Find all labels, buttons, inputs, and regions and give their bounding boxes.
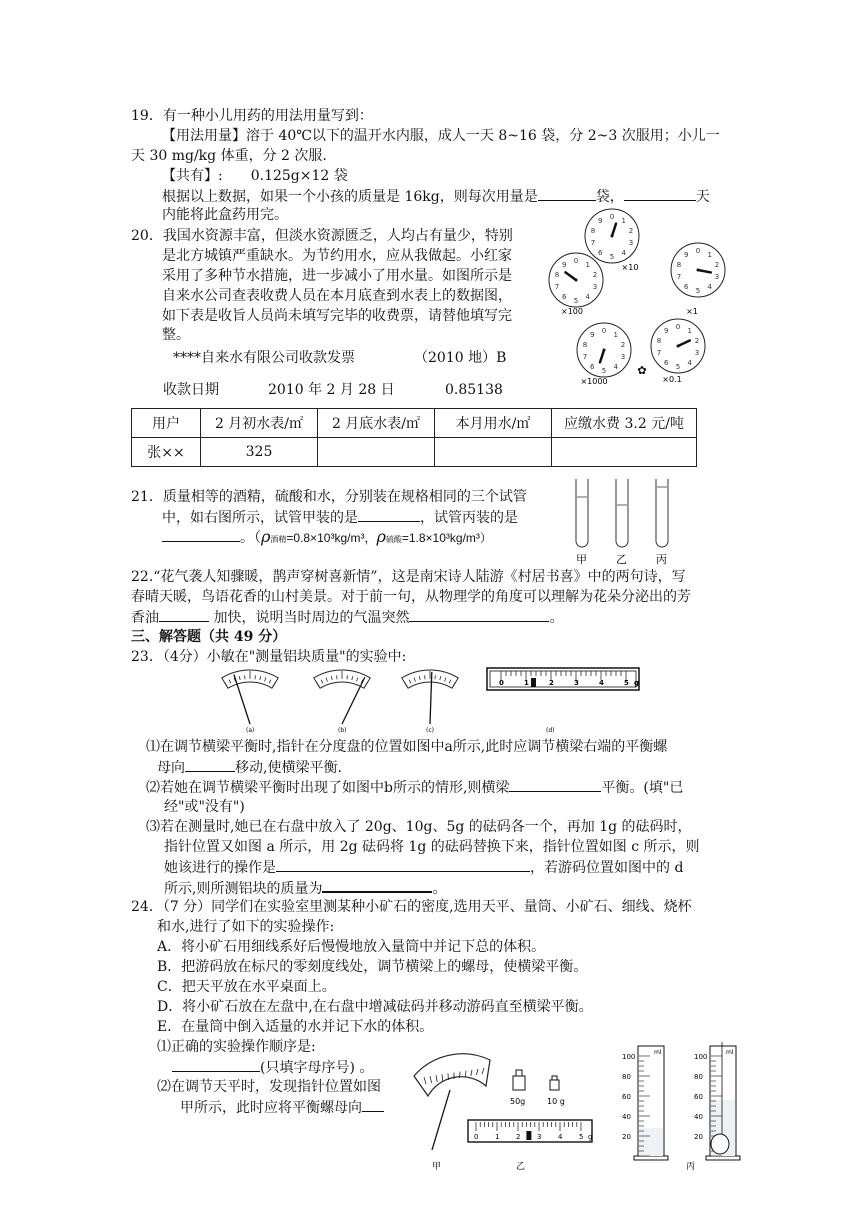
q22-answer-blank-1[interactable] (159, 607, 209, 622)
invoice-date-label: 收款日期 (163, 382, 219, 398)
balance-dial-label: (c) (426, 727, 434, 734)
meter-dial-digit: 4 (621, 249, 626, 258)
meter-dial-digit: 6 (684, 283, 689, 292)
q24-text: 甲所示，此时应将平衡螺母向 (180, 1100, 362, 1116)
rider-ruler-number: 0 (499, 679, 504, 687)
rho-acid-value: =1.8×10³kg/m³） (401, 531, 492, 545)
table-cell-start-reading: 325 (201, 438, 318, 467)
q23-part1-line1: ⑴在调节横梁平衡时,指针在分度盘的位置如图中a所示,此时应调节横梁右端的平衡螺 (146, 739, 668, 755)
meter-dial-digit: 1 (621, 216, 626, 225)
q21-answer-blank-1[interactable] (358, 507, 420, 522)
tube-label-bing: 丙 (656, 553, 667, 566)
q22-text: 香油 (131, 610, 159, 626)
tube-yi (616, 479, 628, 547)
cylinder-tick-label: 20 (622, 1133, 631, 1141)
q22-line1: 22.“花气袭人知骤暖，鹊声穿树喜新情”，这是南宋诗人陆游《村居书喜》中的两句诗，写 (131, 569, 686, 585)
q21-answer-blank-2[interactable] (162, 527, 240, 542)
meter-dial-digit: 8 (590, 226, 596, 235)
q20-line5: 如下表是收旨人员尚未填写完毕的收费票，请替他填写完 (162, 308, 512, 324)
rider-ruler-number: g (634, 679, 640, 687)
q23-line1: 23．（4分）小敏在"测量铝块质量"的实验中: (131, 649, 407, 665)
section-heading: 三、解答题（共 49 分） (131, 629, 287, 645)
yi-ruler-number: 5 (579, 1133, 584, 1141)
meter-dial-digit: 7 (590, 239, 596, 248)
table-cell-usage[interactable] (435, 438, 552, 467)
q21-text: 中，如右图所示，试管甲装的是 (162, 510, 358, 526)
meter-dial-digit: 1 (613, 330, 618, 339)
tube-label-jia: 甲 (576, 553, 587, 566)
meter-dial-digit: 3 (714, 273, 720, 282)
meter-dial-hub (603, 349, 606, 352)
weight-50g (513, 1076, 525, 1090)
q23-answer-blank-3[interactable] (276, 857, 530, 872)
q22-text: 加快，说明当时周边的气温突然 (213, 610, 410, 626)
q19-line4: 【共有】: 0.125g×12 袋 (162, 168, 348, 184)
meter-dial-digit: 1 (585, 260, 590, 269)
meter-dial-digit: 3 (628, 239, 634, 248)
q23-answer-blank-2[interactable] (509, 777, 601, 792)
cylinder-unit: ml (654, 1049, 662, 1056)
tube-jia (576, 479, 588, 547)
meter-dial-digit: 2 (714, 260, 720, 269)
q19-line3: 天 30 mg/kg 体重，分 2 次服. (131, 148, 327, 164)
tube-bing (656, 479, 668, 547)
q24-step-e: E．在量筒中倒入适量的水并记下水的体积。 (157, 1019, 434, 1035)
cylinder-base (634, 1156, 668, 1160)
table-cell-end-reading[interactable] (318, 438, 435, 467)
meter-dial-digit: 7 (554, 283, 560, 292)
meter-dial-digit: 9 (590, 330, 595, 339)
meter-center-mark: ✿ (637, 364, 647, 377)
rho-subscript-acid: 硫酸 (385, 535, 402, 544)
yi-ruler-number: 4 (558, 1133, 563, 1141)
meter-dial (651, 319, 705, 373)
rider-ruler-number: 1 (524, 679, 529, 687)
meter-dial (577, 323, 631, 377)
balance-dial-pointer (342, 677, 365, 724)
q21-text: 。（ (240, 530, 261, 546)
q23-part2-line2: 经"或"没有") (164, 799, 245, 815)
meter-dial-multiplier: ×1 (686, 307, 698, 316)
meter-dial-digit: 5 (695, 287, 701, 295)
meter-dial-digit: 8 (656, 336, 662, 345)
meter-dial-digit: 5 (573, 297, 579, 305)
q24-step-c: C．把天平放在水平桌面上。 (157, 979, 336, 995)
q23-text: ，若游码位置如图中的 d (530, 860, 684, 876)
meter-dial-digit: 9 (598, 216, 603, 225)
meter-dial-hub (611, 235, 614, 238)
rho-alcohol-value: =0.8×10³kg/m³， (286, 531, 377, 545)
q24-apparatus-figure (404, 1038, 744, 1174)
meter-dial-digit: 2 (592, 270, 598, 279)
meter-dial-digit: 1 (687, 326, 692, 335)
meter-dial-digit: 4 (687, 359, 692, 368)
meter-dial (549, 253, 603, 307)
q20-line4: 自来水公司查表收费人员在本月底查到水表上的数据图， (162, 288, 512, 304)
meter-dial-digit: 3 (620, 353, 626, 362)
q24-text: (只填字母序号) 。 (260, 1060, 374, 1076)
q21-line3 (162, 527, 492, 550)
q19-text: 袋， (595, 189, 624, 205)
fig-label-jia: 甲 (432, 1162, 442, 1172)
cylinder-tick-label: 80 (622, 1073, 631, 1081)
yi-rider-marker (526, 1131, 531, 1140)
meter-dial-hub (697, 269, 700, 272)
q23-text: 。 (432, 881, 447, 897)
invoice-title: ****自来水有限公司收款发票 (173, 350, 355, 366)
water-meter-figure (550, 200, 740, 390)
meter-dial-digit: 0 (601, 327, 607, 335)
test-tubes-figure (566, 475, 678, 567)
q23-text: 她该进行的操作是 (164, 860, 276, 876)
rider-ruler-number: 4 (599, 679, 604, 687)
rider-ruler (487, 668, 639, 690)
weight-10g (550, 1080, 559, 1090)
meter-dial-digit: 5 (675, 363, 681, 371)
cylinder-tick-label: 60 (622, 1093, 631, 1101)
meter-dial-digit: 6 (562, 293, 567, 302)
q19-text: 根据以上数据，如果一个小孩的质量是 16kg，则每次用量是 (162, 189, 538, 205)
jia-pointer (432, 1090, 450, 1150)
invoice-region: （2010 地）B (414, 350, 507, 366)
rho-subscript-alcohol: 酒精 (270, 535, 287, 544)
table-row (132, 438, 697, 467)
meter-dial-multiplier: ×10 (621, 263, 639, 272)
q24-step-a: A．将小矿石用细线系好后慢慢地放入量筒中并记下总的体积。 (157, 939, 546, 955)
meter-dial-hub (677, 345, 680, 348)
weight-10g-knob (552, 1076, 557, 1080)
q24-line1: 24．（7 分）同学们在实验室里测某种小矿石的密度,选用天平、量筒、小矿石、细线、烧杯 (131, 899, 692, 915)
q23-text: 母向 (157, 760, 185, 776)
meter-dial-digit: 0 (675, 323, 681, 331)
q23-part1-line2 (157, 757, 342, 778)
balance-dial-label: (a) (246, 727, 255, 734)
q23-part3-line4 (164, 877, 446, 899)
fig-label-yi: 乙 (516, 1162, 526, 1172)
meter-dial-digit: 4 (707, 283, 712, 292)
meter-dial-digit: 8 (582, 340, 588, 349)
q24-line2: 和水,进行了如下的实验操作: (157, 919, 335, 935)
yi-ruler-number: 3 (537, 1133, 542, 1141)
meter-dial-digit: 2 (620, 340, 626, 349)
meter-dial-digit: 9 (684, 250, 689, 259)
cylinder-tick-label: 100 (622, 1053, 636, 1061)
meter-dial-digit: 6 (590, 363, 595, 372)
cylinder-tick-label: 40 (694, 1113, 703, 1121)
meter-dial-digit: 9 (562, 260, 567, 269)
table-header-cell: 本月用水/㎡ (435, 409, 552, 438)
meter-dial-digit: 5 (601, 367, 607, 375)
meter-dial-digit: 9 (664, 326, 669, 335)
meter-dial-multiplier: ×0.1 (662, 375, 682, 384)
q24-answer-blank-1[interactable] (172, 1057, 260, 1072)
q23-part3-line3 (164, 857, 683, 878)
meter-dial (671, 243, 725, 297)
balance-dials-figure (215, 666, 645, 736)
q24-step-d: D．将小矿石放在左盘中,在右盘中增减砝码并移动游码直至横梁平衡。 (157, 999, 593, 1015)
q24-step-b: B．把游码放在标尺的零刻度线处，调节横梁上的螺母，使横梁平衡。 (157, 959, 588, 975)
q23-text: ⑵若她在调节横梁平衡时出现了如图中b所示的情形,则横梁 (146, 780, 510, 796)
q22-answer-blank-2[interactable] (409, 607, 549, 622)
meter-dial-digit: 6 (664, 359, 669, 368)
measuring-cylinder-after (694, 1042, 740, 1160)
meter-dial-digit: 4 (613, 363, 618, 372)
q24-sub1-line1: ⑴正确的实验操作顺序是: (157, 1039, 316, 1055)
q21-line2 (162, 507, 518, 528)
rho-symbol: ρ (376, 527, 386, 546)
q22-line2: 春晴天暖，鸟语花香的山村美景。对于前一句，从物理学的角度可以理解为花朵分泌出的芳 (131, 589, 691, 605)
invoice-serial: 0.85138 (445, 382, 503, 398)
meter-dial-digit: 0 (695, 247, 701, 255)
rider-ruler-number: 2 (549, 679, 554, 687)
balance-dial (314, 670, 370, 724)
q19-line2: 【用法用量】溶于 40℃以下的温开水内服，成人一天 8~16 袋，分 2~3 次服用；小儿一 (162, 128, 720, 144)
q19-answer-blank-1[interactable] (538, 186, 596, 201)
cylinder-tick-label: 60 (694, 1093, 703, 1101)
q23-text: 所示,则所测铝块的质量为 (164, 881, 323, 897)
cylinder-water (639, 1128, 663, 1156)
fig-label-bing: 丙 (686, 1162, 696, 1172)
table-header-cell: 应缴水费 3.2 元/吨 (552, 409, 697, 438)
q23-answer-blank-4[interactable] (322, 877, 432, 893)
water-fee-table (131, 408, 697, 467)
q24-answer-blank-2[interactable] (362, 1097, 384, 1112)
rider-ruler-number: 5 (624, 679, 629, 687)
q22-text: 。 (549, 610, 564, 626)
meter-dial (585, 209, 639, 263)
meter-dial-digit: 3 (592, 283, 598, 292)
yi-ruler-number: g (588, 1133, 593, 1141)
weight-50g-label: 50g (510, 1097, 526, 1106)
q24-sub2-line2 (180, 1097, 384, 1118)
meter-dial-digit: 0 (573, 257, 579, 265)
balance-dial (402, 670, 458, 724)
table-header-cell: 用户 (132, 409, 201, 438)
weight-10g-label: 10 g (547, 1097, 565, 1106)
meter-dial-digit: 7 (676, 273, 682, 282)
q24-sub2-line1: ⑵在调节天平时，发现指针位置如图 (157, 1079, 381, 1095)
meter-dial-hub (575, 279, 578, 282)
balance-dial-label: (d) (546, 727, 555, 734)
rho-symbol: ρ (261, 527, 271, 546)
q19-line6: 内能将此盒药用完。 (162, 207, 288, 223)
q23-text: 移动,使横梁平衡. (235, 760, 342, 776)
q20-line6: 整。 (162, 327, 190, 343)
yi-ruler-number: 0 (474, 1133, 479, 1141)
table-cell-fee[interactable] (552, 438, 697, 467)
rider-ruler-number: 3 (574, 679, 579, 687)
table-header-cell: 2 月初水表/㎡ (201, 409, 318, 438)
measuring-cylinder-before (622, 1046, 668, 1160)
q21-line1: 21．质量相等的酒精，硫酸和水，分别装在规格相同的三个试管 (131, 489, 527, 505)
table-header-cell: 2 月底水表/㎡ (318, 409, 435, 438)
q21-text: ，试管丙装的是 (420, 510, 518, 526)
meter-dial-digit: 0 (609, 213, 615, 221)
q23-part2-line1 (146, 777, 683, 798)
weight-50g-knob (516, 1070, 522, 1076)
yi-ruler-number: 2 (516, 1133, 521, 1141)
meter-dial-digit: 1 (707, 250, 712, 259)
q19-text: 天 (695, 189, 710, 205)
cylinder-tick-label: 20 (694, 1133, 703, 1141)
meter-dial-digit: 2 (628, 226, 634, 235)
balance-dial (222, 670, 278, 724)
q19-line1: 19．有一种小儿用药的用法用量写到： (131, 108, 373, 124)
q23-answer-blank-1[interactable] (185, 757, 235, 772)
q19-answer-blank-2[interactable] (624, 186, 696, 201)
cylinder-unit: ml (726, 1049, 734, 1056)
cylinder-tick-label: 80 (694, 1073, 703, 1081)
meter-dial-digit: 6 (598, 249, 603, 258)
meter-dial-digit: 7 (656, 349, 662, 358)
meter-dial-digit: 8 (676, 260, 682, 269)
cylinder-base (706, 1156, 740, 1160)
q20-line3: 采用了多种节水措施，进一步减小了用水量。如图所示是 (162, 268, 512, 284)
q23-part3-line1: ⑶若在测量时,她已在右盘中放入了 20g、10g、5g 的砝码各一个，再加 1g 的砝码时， (146, 819, 692, 835)
meter-dial-digit: 3 (694, 349, 700, 358)
meter-dial-digit: 4 (585, 293, 590, 302)
yi-ruler-number: 1 (495, 1133, 500, 1141)
q24-sub1-line2 (172, 1057, 373, 1078)
meter-dial-multiplier: ×100 (561, 307, 583, 316)
rider-marker (531, 678, 536, 687)
cylinder-tick-label: 40 (622, 1113, 631, 1121)
table-cell-user: 张×× (132, 438, 201, 467)
jia-dial-face (414, 1054, 490, 1096)
meter-dial-digit: 7 (582, 353, 588, 362)
meter-dial-digit: 8 (554, 270, 560, 279)
table-header-row (132, 409, 697, 438)
cylinder-tick-label: 100 (694, 1053, 708, 1061)
q23-part3-line2: 指针位置又如图 a 所示，用 2g 砝码将 1g 的砝码替换下来，指针位置如图 c 所示，则 (164, 839, 700, 855)
invoice-date-value: 2010 年 2 月 28 日 (268, 382, 395, 398)
meter-dial-digit: 2 (694, 336, 700, 345)
mineral-stone (711, 1134, 729, 1154)
q20-line1: 20．我国水资源丰富，但淡水资源匮乏，人均占有量少，特别 (131, 228, 513, 244)
q20-line2: 是北方城镇严重缺水。为节约用水，应从我做起。小红家 (162, 248, 512, 264)
balance-dial-label: (b) (338, 727, 347, 734)
meter-dial-multiplier: ×1000 (580, 377, 608, 386)
q22-line3 (131, 607, 563, 628)
tube-label-yi: 乙 (616, 553, 627, 566)
q23-text: 平衡。(填"已 (601, 780, 684, 796)
meter-dial-digit: 5 (609, 253, 615, 261)
